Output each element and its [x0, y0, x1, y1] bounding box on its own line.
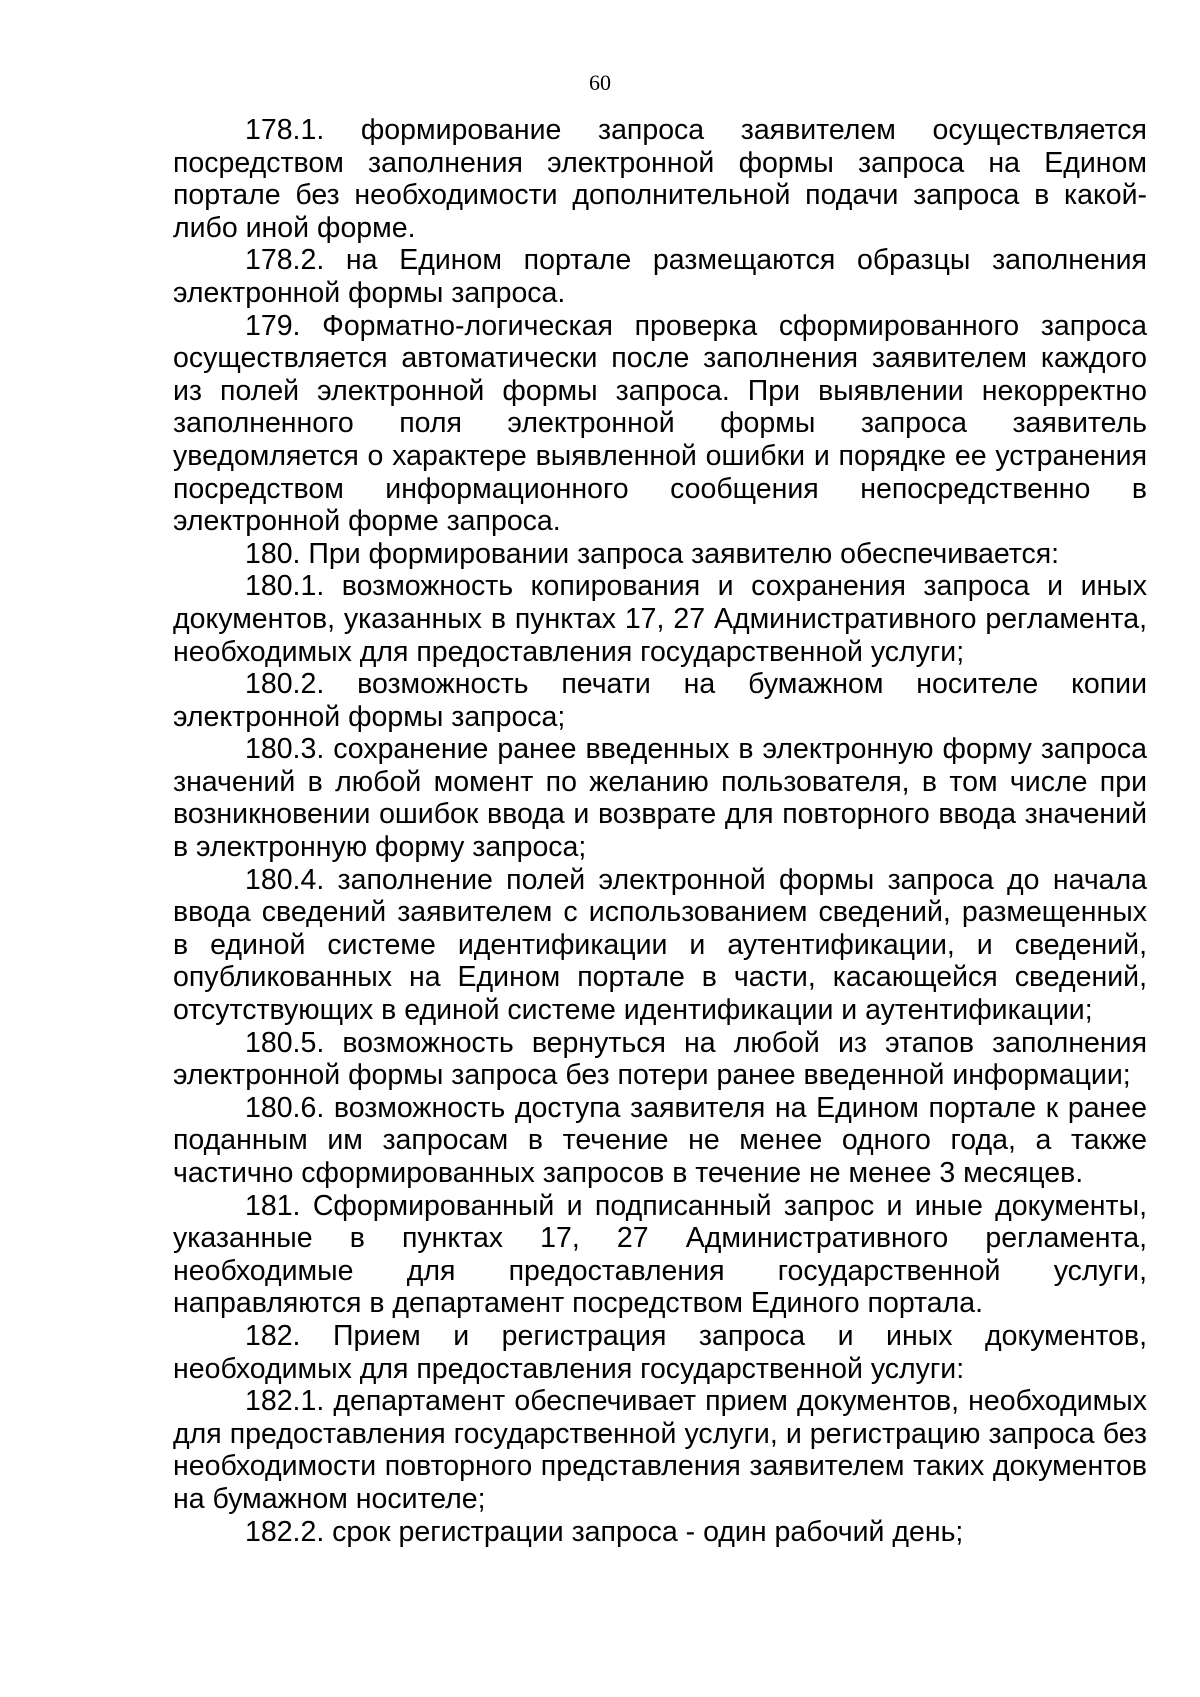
page-number: 60: [589, 70, 611, 95]
document-body: [173, 114, 1147, 1548]
paragraph-178-1: 178.1. формирование запроса заявителем осуществляется посредством заполнения электронной формы запроса на Едином портале без необходимости дополнительной подачи запроса в какой-либо иной форме.: [173, 114, 1147, 244]
paragraph-182-2: 182.2. срок регистрации запроса - один рабочий день;: [245, 1515, 964, 1548]
paragraph-178-2: 178.2. на Едином портале размещаются образцы заполнения электронной формы запроса.: [173, 244, 1147, 309]
paragraph-180-4: 180.4. заполнение полей электронной формы запроса до начала ввода сведений заявителем с использованием сведений, размещенных в единой системе идентификации и аутентификации, и сведений, опубликованных на Едином портале в части, касающейся сведений, отсутствующих в единой системе идентификации и аутентификации;: [173, 863, 1147, 1027]
paragraph-180: 180. При формировании запроса заявителю обеспечивается:: [245, 537, 1060, 570]
paragraph-182: 182. Прием и регистрация запроса и иных документов, необходимых для предоставления государственной услуги:: [173, 1319, 1147, 1385]
paragraph-181: 181. Сформированный и подписанный запрос и иные документы, указанные в пунктах 17, 27 Административного регламента, необходимые для предоставления государственной услуги, направляются в департамент посредством Единого портала.: [173, 1189, 1147, 1320]
paragraph-182-1: 182.1. департамент обеспечивает прием документов, необходимых для предоставления государственной услуги, и регистрацию запроса без необходимости повторного представления заявителем таких документов на бумажном носителе;: [173, 1385, 1147, 1515]
paragraph-179: 179. Форматно-логическая проверка сформированного запроса осуществляется автоматически после заполнения заявителем каждого из полей электронной формы запроса. При выявлении некорректно заполненного поля электронной формы запроса заявитель уведомляется о характере выявленной ошибки и порядке ее устранения посредством информационного сообщения непосредственно в электронной форме запроса.: [173, 309, 1147, 538]
paragraph-180-1: 180.1. возможность копирования и сохранения запроса и иных документов, указанных в пунктах 17, 27 Административного регламента, необходимых для предоставления государственной услуги;: [173, 570, 1147, 668]
paragraph-180-6: 180.6. возможность доступа заявителя на Едином портале к ранее поданным им запросам в течение не менее одного года, а также частично сформированных запросов в течение не менее 3 месяцев.: [173, 1091, 1147, 1189]
paragraph-180-5: 180.5. возможность вернуться на любой из этапов заполнения электронной формы запроса без потери ранее введенной информации;: [173, 1026, 1147, 1092]
paragraph-180-3: 180.3. сохранение ранее введенных в электронную форму запроса значений в любой момент по желанию пользователя, в том числе при возникновении ошибок ввода и возврате для повторного ввода значений в электронную форму запроса;: [173, 733, 1147, 864]
paragraph-180-2: 180.2. возможность печати на бумажном носителе копии электронной формы запроса;: [173, 668, 1147, 733]
